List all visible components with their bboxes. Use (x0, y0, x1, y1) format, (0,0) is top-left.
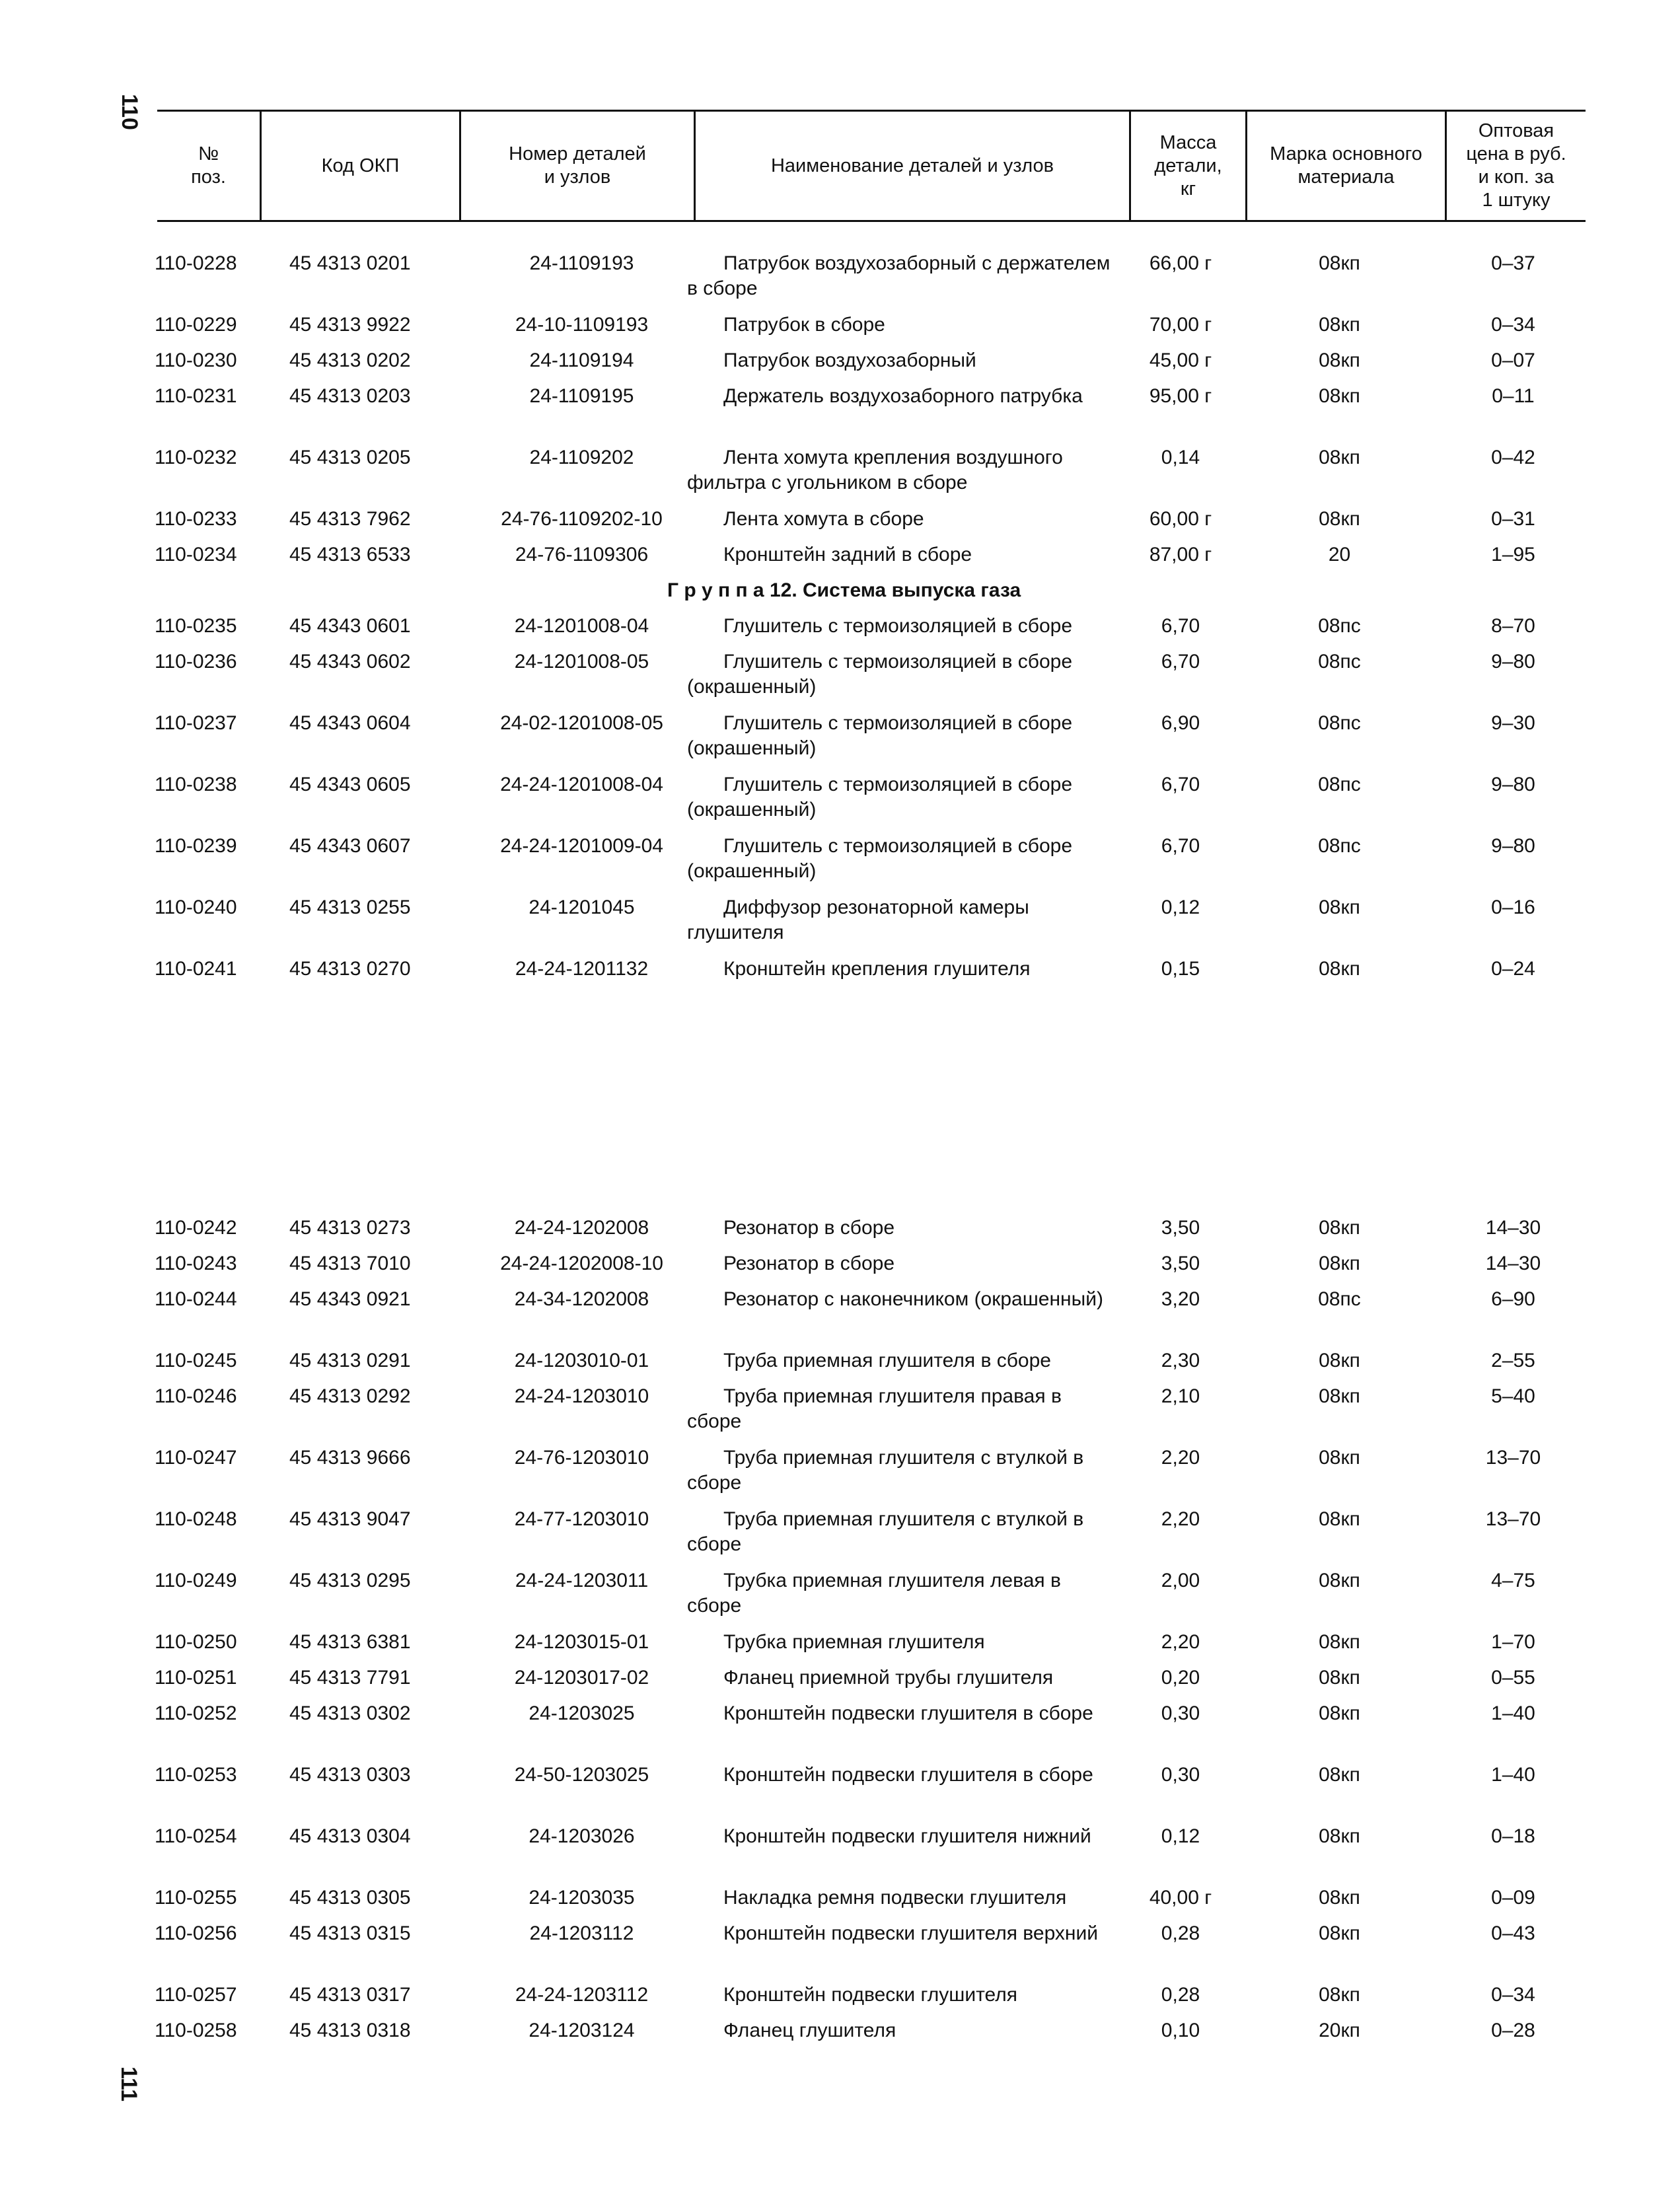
table-row (0, 1983, 1680, 2018)
row-name: Накладка ремня подвески глушителя (723, 1887, 1067, 1909)
row-material: 08кп (1319, 1253, 1360, 1274)
row-position: 110-0249 (155, 1570, 237, 1591)
table-body-upper (0, 251, 1680, 992)
row-name: Кронштейн подвески глушителя в сборе (723, 1764, 1093, 1786)
row-part-number: 24-1203124 (529, 2020, 635, 2041)
row-material: 08кп (1319, 252, 1360, 274)
row-name: Трубка приемная глушителя (723, 1631, 985, 1653)
row-price: 1–70 (1491, 1631, 1535, 1653)
row-material: 08кп (1319, 1447, 1360, 1469)
row-name: Фланец приемной трубы глушителя (723, 1667, 1054, 1689)
row-material: 20кп (1319, 2020, 1360, 2041)
table-row (0, 1701, 1680, 1763)
row-okp-code: 45 4343 0602 (289, 651, 411, 673)
row-price: 14–30 (1485, 1217, 1541, 1239)
row-okp-code: 45 4343 0601 (289, 615, 411, 637)
row-material: 08пс (1318, 651, 1361, 673)
row-name: Кронштейн подвески глушителя верхний (723, 1922, 1099, 1944)
row-material: 08пс (1318, 774, 1361, 795)
table-row (0, 542, 1680, 578)
row-mass: 6,70 (1161, 835, 1200, 857)
row-name: Кронштейн подвески глушителя в сборе (723, 1702, 1093, 1724)
row-material: 08кп (1319, 896, 1360, 918)
row-position: 110-0250 (155, 1631, 237, 1653)
table-row (0, 772, 1680, 834)
row-mass: 6,70 (1161, 774, 1200, 795)
row-mass: 0,15 (1161, 958, 1200, 980)
row-mass: 0,12 (1161, 1825, 1200, 1847)
table-row (0, 1216, 1680, 1251)
header-mass: Масса детали, кг (1131, 112, 1247, 220)
row-mass: 87,00 г (1149, 544, 1212, 565)
row-price: 2–55 (1491, 1350, 1535, 1371)
row-okp-code: 45 4313 0295 (289, 1570, 411, 1591)
rows-top-block (0, 251, 1680, 578)
table-row (0, 1824, 1680, 1885)
row-mass: 2,20 (1161, 1631, 1200, 1653)
row-name: Лента хомута крепления воздушного фильтра с угольником в сборе (687, 447, 1063, 493)
row-part-number: 24-24-1201132 (515, 958, 649, 980)
row-position: 110-0238 (155, 774, 237, 795)
row-material: 08кп (1319, 958, 1360, 980)
row-part-number: 24-1109194 (529, 349, 634, 371)
row-material: 08кп (1319, 1570, 1360, 1591)
table-row (0, 1287, 1680, 1348)
row-position: 110-0235 (155, 615, 237, 637)
row-part-number: 24-1203112 (529, 1922, 634, 1944)
row-price: 0–18 (1491, 1825, 1535, 1847)
row-part-number: 24-24-1202008-10 (500, 1253, 663, 1274)
row-material: 08кп (1319, 1508, 1360, 1530)
row-price: 0–42 (1491, 447, 1535, 468)
row-price: 0–24 (1491, 958, 1535, 980)
row-part-number: 24-1203026 (529, 1825, 635, 1847)
row-part-number: 24-76-1109202-10 (501, 508, 663, 530)
row-price: 13–70 (1485, 1447, 1541, 1469)
row-okp-code: 45 4313 0302 (289, 1702, 411, 1724)
row-name: Кронштейн подвески глушителя нижний (723, 1825, 1091, 1847)
row-okp-code: 45 4313 6533 (289, 544, 411, 565)
row-okp-code: 45 4313 0202 (289, 349, 411, 371)
row-name: Патрубок воздухозаборный с держателем в сборе (687, 252, 1111, 299)
row-name: Труба приемная глушителя правая в сборе (687, 1385, 1062, 1432)
table-header (157, 110, 1586, 222)
row-material: 08пс (1318, 712, 1361, 734)
row-position: 110-0234 (155, 544, 237, 565)
row-price: 0–11 (1492, 385, 1535, 407)
row-mass: 3,50 (1161, 1253, 1200, 1274)
row-price: 9–80 (1491, 835, 1535, 857)
row-mass: 6,70 (1161, 651, 1200, 673)
row-position: 110-0247 (155, 1447, 237, 1469)
row-okp-code: 45 4313 9922 (289, 314, 411, 336)
header-part-number: Номер деталей и узлов (461, 112, 696, 220)
row-material: 08кп (1319, 1764, 1360, 1786)
row-price: 9–80 (1491, 774, 1535, 795)
row-material: 08кп (1319, 508, 1360, 530)
row-okp-code: 45 4313 9047 (289, 1508, 411, 1530)
row-mass: 0,12 (1161, 896, 1200, 918)
row-position: 110-0232 (155, 447, 237, 468)
row-part-number: 24-34-1202008 (514, 1288, 649, 1310)
row-okp-code: 45 4313 9666 (289, 1447, 411, 1469)
row-okp-code: 45 4313 7962 (289, 508, 411, 530)
row-position: 110-0252 (155, 1702, 237, 1724)
table-row (0, 834, 1680, 895)
row-position: 110-0233 (155, 508, 237, 530)
table-row (0, 1921, 1680, 1983)
row-name: Лента хомута в сборе (723, 508, 924, 530)
row-okp-code: 45 4313 0203 (289, 385, 411, 407)
row-part-number: 24-1203010-01 (514, 1350, 649, 1371)
row-okp-code: 45 4313 0205 (289, 447, 411, 468)
row-part-number: 24-76-1109306 (515, 544, 649, 565)
page-number-bottom: 111 (116, 2066, 141, 2101)
row-material: 08кп (1319, 1217, 1360, 1239)
row-okp-code: 45 4313 0273 (289, 1217, 411, 1239)
row-name: Глушитель с термоизоляцией в сборе (окрашенный) (687, 774, 1073, 821)
row-mass: 6,70 (1161, 615, 1200, 637)
table-row (0, 1568, 1680, 1630)
row-name: Фланец глушителя (723, 2020, 896, 2041)
table-row (0, 711, 1680, 772)
row-part-number: 24-1201008-04 (514, 615, 649, 637)
row-position: 110-0251 (155, 1667, 237, 1689)
header-price: Оптовая цена в руб. и коп. за 1 штуку (1466, 120, 1566, 211)
row-position: 110-0248 (155, 1508, 237, 1530)
row-position: 110-0230 (155, 349, 237, 371)
row-material: 08кп (1319, 1922, 1360, 1944)
row-part-number: 24-1203035 (529, 1887, 635, 1909)
table-row (0, 312, 1680, 348)
row-material: 08кп (1319, 314, 1360, 336)
row-price: 8–70 (1491, 615, 1535, 637)
row-price: 0–43 (1491, 1922, 1535, 1944)
row-part-number: 24-24-1203011 (515, 1570, 649, 1591)
row-material: 08пс (1318, 615, 1361, 637)
table-row (0, 384, 1680, 445)
row-price: 1–95 (1491, 544, 1535, 565)
row-price: 0–28 (1491, 2020, 1535, 2041)
group-title-row (0, 578, 1680, 614)
table-row (0, 1384, 1680, 1445)
row-name: Патрубок воздухозаборный (723, 349, 976, 371)
row-part-number: 24-1203017-02 (514, 1667, 649, 1689)
row-mass: 40,00 г (1149, 1887, 1212, 1909)
row-material: 08кп (1319, 1667, 1360, 1689)
row-name: Резонатор в сборе (723, 1253, 895, 1274)
row-part-number: 24-02-1201008-05 (500, 712, 663, 734)
row-position: 110-0242 (155, 1217, 237, 1239)
table-body-lower (0, 1216, 1680, 2054)
row-okp-code: 45 4313 0270 (289, 958, 411, 980)
row-price: 0–07 (1491, 349, 1535, 371)
row-position: 110-0240 (155, 896, 237, 918)
table-row (0, 1251, 1680, 1287)
row-position: 110-0243 (155, 1253, 237, 1274)
row-material: 08кп (1319, 1702, 1360, 1724)
row-position: 110-0245 (155, 1350, 237, 1371)
row-position: 110-0241 (155, 958, 237, 980)
row-position: 110-0228 (155, 252, 237, 274)
row-name: Резонатор в сборе (723, 1217, 895, 1239)
row-part-number: 24-76-1203010 (514, 1447, 649, 1469)
row-material: 08кп (1319, 349, 1360, 371)
row-okp-code: 45 4313 0317 (289, 1984, 411, 2006)
row-price: 0–55 (1491, 1667, 1535, 1689)
row-position: 110-0237 (155, 712, 237, 734)
row-okp-code: 45 4313 0304 (289, 1825, 411, 1847)
row-price: 9–30 (1491, 712, 1535, 734)
row-position: 110-0239 (155, 835, 237, 857)
table-row (0, 1348, 1680, 1384)
table-row (0, 1507, 1680, 1568)
row-name: Резонатор с наконечником (окрашенный) (723, 1288, 1103, 1310)
row-mass: 2,00 (1161, 1570, 1200, 1591)
row-okp-code: 45 4313 0305 (289, 1887, 411, 1909)
row-position: 110-0231 (155, 385, 237, 407)
row-material: 08кп (1319, 1887, 1360, 1909)
row-okp-code: 45 4313 0318 (289, 2020, 411, 2041)
row-mass: 45,00 г (1149, 349, 1212, 371)
row-position: 110-0244 (155, 1288, 237, 1310)
row-part-number: 24-10-1109193 (515, 314, 649, 336)
row-name: Глушитель с термоизоляцией в сборе (окрашенный) (687, 835, 1073, 882)
row-okp-code: 45 4313 7010 (289, 1253, 411, 1274)
row-mass: 0,14 (1161, 447, 1200, 468)
row-part-number: 24-1201045 (529, 896, 635, 918)
group-title: Г р у п п а 12. Система выпуска газа (667, 579, 1021, 601)
table-row (0, 1885, 1680, 1921)
header-pos: № поз. (157, 112, 262, 220)
row-okp-code: 45 4313 0201 (289, 252, 411, 274)
row-okp-code: 45 4313 0255 (289, 896, 411, 918)
row-mass: 2,20 (1161, 1508, 1200, 1530)
row-okp-code: 45 4343 0604 (289, 712, 411, 734)
table-row (0, 957, 1680, 992)
table-row (0, 649, 1680, 711)
row-price: 9–80 (1491, 651, 1535, 673)
row-material: 08пс (1318, 1288, 1361, 1310)
row-material: 08кп (1319, 385, 1360, 407)
table-row (0, 445, 1680, 507)
row-mass: 0,20 (1161, 1667, 1200, 1689)
row-part-number: 24-1109195 (529, 385, 634, 407)
row-mass: 3,20 (1161, 1288, 1200, 1310)
row-price: 14–30 (1485, 1253, 1541, 1274)
row-name: Патрубок в сборе (723, 314, 885, 336)
row-part-number: 24-1201008-05 (514, 651, 649, 673)
row-material: 08пс (1318, 835, 1361, 857)
rows-group-block (0, 614, 1680, 992)
table-row (0, 1665, 1680, 1701)
row-part-number: 24-1203025 (529, 1702, 635, 1724)
row-price: 1–40 (1491, 1702, 1535, 1724)
row-name: Труба приемная глушителя в сборе (723, 1350, 1051, 1371)
rows-bottom-block (0, 1216, 1680, 2054)
header-name: Наименование деталей и узлов (696, 112, 1131, 220)
row-mass: 0,30 (1161, 1702, 1200, 1724)
row-name: Труба приемная глушителя с втулкой в сборе (687, 1508, 1084, 1555)
table-row (0, 1630, 1680, 1665)
row-material: 08кп (1319, 1984, 1360, 2006)
row-material: 08кп (1319, 447, 1360, 468)
row-price: 6–90 (1491, 1288, 1535, 1310)
row-okp-code: 45 4343 0607 (289, 835, 411, 857)
row-position: 110-0246 (155, 1385, 237, 1407)
row-okp-code: 45 4313 6381 (289, 1631, 411, 1653)
row-material: 08кп (1319, 1350, 1360, 1371)
row-name: Глушитель с термоизоляцией в сборе (окрашенный) (687, 651, 1073, 698)
row-mass: 0,10 (1161, 2020, 1200, 2041)
row-mass: 2,30 (1161, 1350, 1200, 1371)
table-row (0, 895, 1680, 957)
row-material: 08кп (1319, 1825, 1360, 1847)
row-okp-code: 45 4313 7791 (289, 1667, 411, 1689)
row-position: 110-0256 (155, 1922, 237, 1944)
table-row (0, 348, 1680, 384)
row-name: Трубка приемная глушителя левая в сборе (687, 1570, 1061, 1617)
row-mass: 0,30 (1161, 1764, 1200, 1786)
row-name: Труба приемная глушителя с втулкой в сборе (687, 1447, 1084, 1494)
row-mass: 2,20 (1161, 1447, 1200, 1469)
row-name: Кронштейн подвески глушителя (723, 1984, 1017, 2006)
row-part-number: 24-24-1201008-04 (500, 774, 663, 795)
row-mass: 95,00 г (1149, 385, 1212, 407)
row-part-number: 24-50-1203025 (514, 1764, 649, 1786)
row-price: 0–34 (1491, 314, 1535, 336)
table-row (0, 1763, 1680, 1824)
row-price: 1–40 (1491, 1764, 1535, 1786)
row-position: 110-0255 (155, 1887, 237, 1909)
row-material: 08кп (1319, 1385, 1360, 1407)
row-material: 20 (1328, 544, 1351, 565)
row-mass: 0,28 (1161, 1984, 1200, 2006)
row-mass: 70,00 г (1149, 314, 1212, 336)
row-okp-code: 45 4343 0605 (289, 774, 411, 795)
row-part-number: 24-77-1203010 (514, 1508, 649, 1530)
row-price: 0–37 (1491, 252, 1535, 274)
row-okp-code: 45 4313 0292 (289, 1385, 411, 1407)
row-name: Диффузор резонаторной камеры глушителя (687, 896, 1029, 943)
row-part-number: 24-1109202 (529, 447, 634, 468)
row-mass: 0,28 (1161, 1922, 1200, 1944)
row-mass: 6,90 (1161, 712, 1200, 734)
row-price: 5–40 (1491, 1385, 1535, 1407)
row-mass: 2,10 (1161, 1385, 1200, 1407)
row-material: 08кп (1319, 1631, 1360, 1653)
row-name: Кронштейн крепления глушителя (723, 958, 1031, 980)
table-row (0, 251, 1680, 312)
row-position: 110-0258 (155, 2020, 237, 2041)
row-position: 110-0236 (155, 651, 237, 673)
row-price: 4–75 (1491, 1570, 1535, 1591)
row-mass: 3,50 (1161, 1217, 1200, 1239)
row-name: Глушитель с термоизоляцией в сборе (окрашенный) (687, 712, 1073, 759)
row-okp-code: 45 4313 0315 (289, 1922, 411, 1944)
row-position: 110-0254 (155, 1825, 237, 1847)
row-mass: 66,00 г (1149, 252, 1212, 274)
row-position: 110-0257 (155, 1984, 237, 2006)
row-mass: 60,00 г (1149, 508, 1212, 530)
row-part-number: 24-24-1202008 (514, 1217, 649, 1239)
row-part-number: 24-1109193 (529, 252, 634, 274)
row-price: 0–31 (1491, 508, 1535, 530)
row-part-number: 24-1203015-01 (514, 1631, 649, 1653)
table-row (0, 1445, 1680, 1507)
header-okp: Код ОКП (262, 112, 461, 220)
table-row (0, 507, 1680, 542)
row-price: 0–16 (1491, 896, 1535, 918)
row-price: 0–09 (1491, 1887, 1535, 1909)
row-position: 110-0253 (155, 1764, 237, 1786)
row-okp-code: 45 4313 0303 (289, 1764, 411, 1786)
table-row (0, 2018, 1680, 2054)
row-price: 0–34 (1491, 1984, 1535, 2006)
row-part-number: 24-24-1201009-04 (500, 835, 663, 857)
row-name: Держатель воздухозаборного патрубка (723, 385, 1083, 407)
table-row (0, 614, 1680, 649)
row-name: Кронштейн задний в сборе (723, 544, 972, 565)
row-name: Глушитель с термоизоляцией в сборе (723, 615, 1073, 637)
row-okp-code: 45 4313 0291 (289, 1350, 411, 1371)
row-position: 110-0229 (155, 314, 237, 336)
row-okp-code: 45 4343 0921 (289, 1288, 411, 1310)
row-price: 13–70 (1485, 1508, 1541, 1530)
row-part-number: 24-24-1203112 (515, 1984, 649, 2006)
row-part-number: 24-24-1203010 (514, 1385, 649, 1407)
page-number-top: 110 (116, 94, 142, 130)
header-material: Марка основного материала (1247, 112, 1447, 220)
